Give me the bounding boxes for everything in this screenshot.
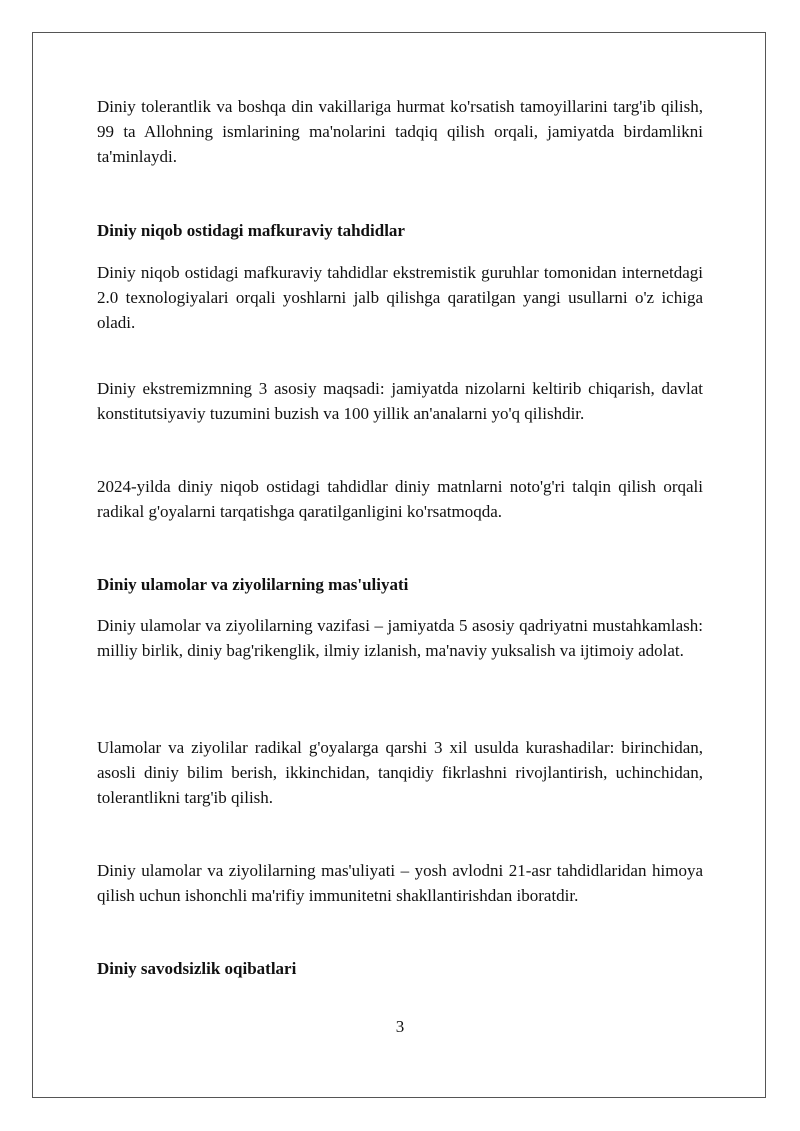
paragraph-tolerance: Diniy tolerantlik va boshqa din vakillariga hurmat ko'rsatish tamoyillarini targ'ib qilish, 99 ta Allohning ismlarining ma'nolarini tadqiq qilish orqali, jamiyatda birdamlikni ta'minlaydi.	[97, 97, 703, 166]
paragraph-scholars-mission: Diniy ulamolar va ziyolilarning mas'uliyati – yosh avlodni 21-asr tahdidlaridan himoya qilish uchun ishonchli ma'rifiy immunitetni shakllantirishdan iboratdir.	[97, 861, 703, 905]
page-border	[32, 32, 766, 1098]
paragraph-2024-threats: 2024-yilda diniy niqob ostidagi tahdidlar diniy matnlarni noto'g'ri talqin qilish orqali radikal g'oyalarni tarqatishga qaratilganligini ko'rsatmoqda.	[97, 477, 703, 521]
paragraph-scholars-duty: Diniy ulamolar va ziyolilarning vazifasi – jamiyatda 5 asosiy qadriyatni mustahkamlash: milliy birlik, diniy bag'rikenglik, ilmiy izlanish, ma'naviy yuksalish va ijtimoiy adolat.	[97, 616, 703, 660]
paragraph-scholars-methods: Ulamolar va ziyolilar radikal g'oyalarga qarshi 3 xil usulda kurashadilar: birinchidan, asosli diniy bilim berish, ikkinchidan, tanqidiy fikrlashni rivojlantirish, uchinchidan, tolerantlikni targ'ib qilish.	[97, 738, 703, 807]
paragraph-threats-internet: Diniy niqob ostidagi mafkuraviy tahdidlar ekstremistik guruhlar tomonidan internetdagi 2.0 texnologiyalari orqali yoshlarni jalb qilishga qaratilgan yangi usullarni o'z ichiga oladi.	[97, 263, 703, 332]
heading-ideological-threats: Diniy niqob ostidagi mafkuraviy tahdidlar	[97, 221, 405, 240]
page-number: 3	[395, 1017, 405, 1036]
heading-scholars-responsibility: Diniy ulamolar va ziyolilarning mas'uliyati	[97, 575, 409, 594]
heading-illiteracy-consequences: Diniy savodsizlik oqibatlari	[97, 959, 297, 978]
paragraph-extremism-goals: Diniy ekstremizmning 3 asosiy maqsadi: jamiyatda nizolarni keltirib chiqarish, davlat konstitutsiyaviy tuzumini buzish va 100 yillik an'analarni yo'q qilishdir.	[97, 379, 703, 423]
